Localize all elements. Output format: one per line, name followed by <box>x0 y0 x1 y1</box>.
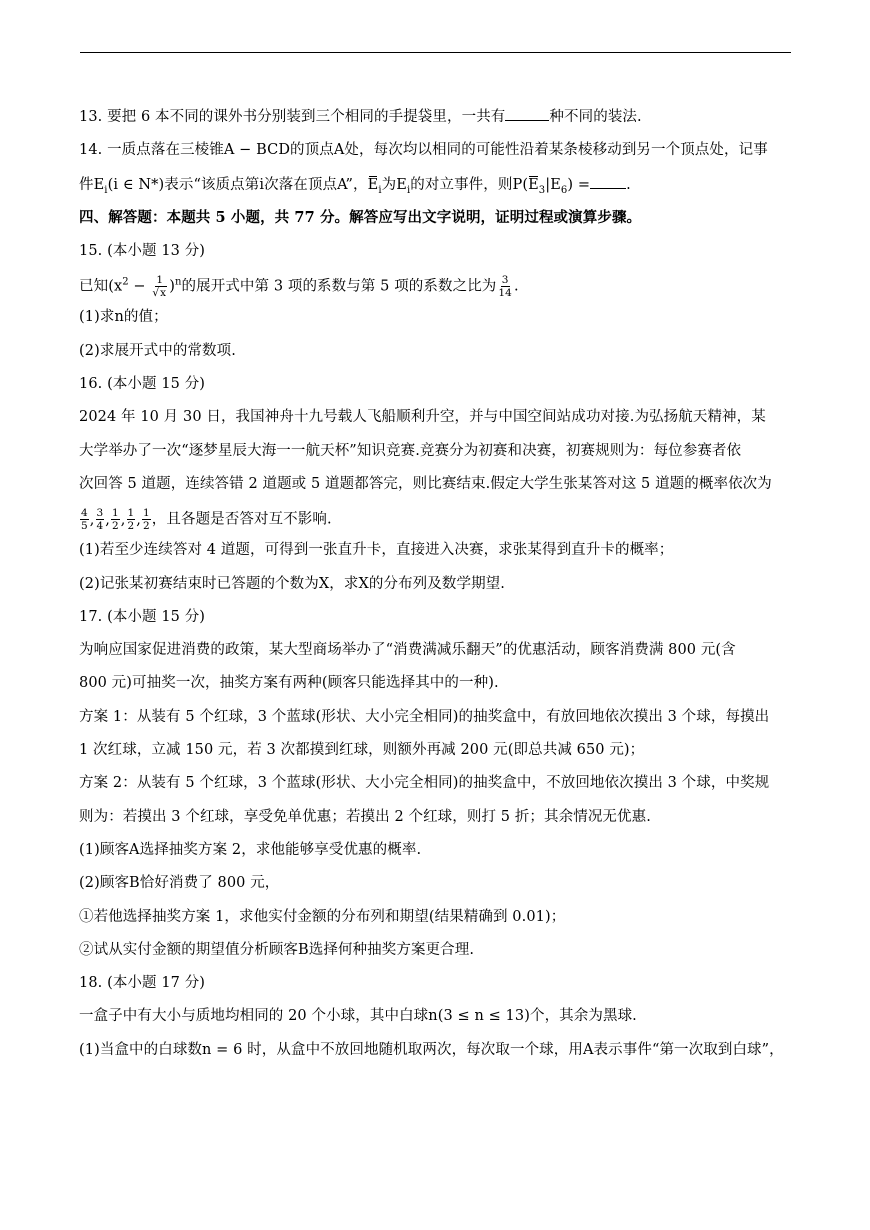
question-17-header: 17. (本小题 15 分) <box>79 608 206 625</box>
question-16-line-1: 2024 年 10 月 30 日，我国神舟十九号载人飞船顺利升空，并与中国空间站成功对接.为弘扬航天精神，某 <box>79 409 766 426</box>
header-rule <box>80 52 791 53</box>
question-17-line-2: 800 元)可抽奖一次，抽奖方案有两种(顾客只能选择其中的一种). <box>79 675 499 692</box>
question-18-header: 18. (本小题 17 分) <box>79 975 206 992</box>
question-17-line-4: 1 次红球，立减 150 元，若 3 次都摸到红球，则额外再减 200 元(即总共减 650 元)； <box>79 742 645 759</box>
question-17-line-6: 则为：若摸出 3 个红球，享受免单优惠；若摸出 2 个红球，则打 5 折；其余情况无优惠. <box>79 808 651 825</box>
answer-blank <box>505 106 549 121</box>
question-17-line-1: 为响应国家促进消费的政策，某大型商场举办了“消费满减乐翻天”的优惠活动，顾客消费满 800 元(含 <box>79 642 736 659</box>
question-14-line-1: 14. 一质点落在三棱锥A − BCD的顶点A处，每次均以相同的可能性沿着某条棱移动到另一个顶点处，记事 <box>79 142 768 159</box>
probability-fraction: $\frac{1}{2}$ <box>112 507 119 533</box>
exam-page-content <box>79 106 795 1073</box>
question-17-part-2b: ②试从实付金额的期望值分析顾客B选择何种抽奖方案更合理. <box>79 941 475 958</box>
question-14-line-2: 件$E_i(i$ ∈ N*)表示“该质点第i次落在顶点A”，$E_i$为$E_i$的对立事件，则$P(E_3|E_6)$ = . <box>79 174 795 195</box>
fraction: $\frac{1}{√x}$ <box>152 274 167 300</box>
question-16-line-2: 大学举办了一次“逐梦星辰大海一一航天杯”知识竞赛.竞赛分为初赛和决赛，初赛规则为：每位参赛者依 <box>79 442 742 459</box>
question-17-line-5: 方案 2：从装有 5 个红球，3 个蓝球(形状、大小完全相同)的抽奖盒中，不放回地依次摸出 3 个球，中奖规 <box>79 775 770 792</box>
question-15-part-1: (1)求n的值； <box>79 309 168 326</box>
question-16-line-4: $\frac{4}{5}$ , $\frac{3}{4}$ , $\frac{1}{2}$ , $\frac{1}{2}$ , $\frac{1}{2}$ ，且各题是否答对互不影响. <box>81 507 332 533</box>
probability-fraction: $\frac{1}{2}$ <box>127 507 135 533</box>
question-13: 13. 要把 6 本不同的课外书分别装到三个相同的手提袋里，一共有 种不同的装法. <box>79 106 795 127</box>
section-4-heading: 四、解答题：本题共 5 小题，共 77 分。解答应写出文字说明，证明过程或演算步骤。 <box>79 208 642 226</box>
question-17-part-2a: ①若他选择抽奖方案 1，求他实付金额的分布列和期望(结果精确到 0.01)； <box>79 908 566 925</box>
question-16-line-3: 次回答 5 道题，连续答错 2 道题或 5 道题都答完，则比赛结束.假定大学生张某答对这 5 道题的概率依次为 <box>79 475 772 492</box>
ratio-fraction: $\frac{3}{14}$ <box>498 274 512 300</box>
question-18-line-2: (1)当盒中的白球数n = 6 时，从盒中不放回地随机取两次，每次取一个球，用A表示事件“第一次取到白球”， <box>79 1041 784 1058</box>
probability-fraction: $\frac{3}{4}$ <box>96 507 104 533</box>
question-15-stem: 已知($x^2$ − $\frac{1}{√x}$ )$^n$的展开式中第 3 项的系数与第 5 项的系数之比为 $\frac{3}{14}$ . <box>79 274 519 300</box>
question-16-part-2: (2)记张某初赛结束时已答题的个数为X，求X的分布列及数学期望. <box>79 575 505 592</box>
answer-blank <box>590 174 626 189</box>
question-17-part-1: (1)顾客A选择抽奖方案 2，求他能够享受优惠的概率. <box>79 841 422 858</box>
question-17-part-2: (2)顾客B恰好消费了 800 元， <box>79 875 280 892</box>
question-15-header: 15. (本小题 13 分) <box>79 243 206 260</box>
question-16-part-1: (1)若至少连续答对 4 道题，可得到一张直升卡，直接进入决赛，求张某得到直升卡的概率； <box>79 542 674 559</box>
question-17-line-3: 方案 1：从装有 5 个红球，3 个蓝球(形状、大小完全相同)的抽奖盒中，有放回地依次摸出 3 个球，每摸出 <box>79 708 770 725</box>
probability-list: $\frac{4}{5}$ , $\frac{3}{4}$ , $\frac{1}{2}$ , $\frac{1}{2}$ , $\frac{1}{2}$ <box>81 507 150 533</box>
question-18-line-1: 一盒子中有大小与质地均相同的 20 个小球，其中白球n(3 ≤ n ≤ 13)个，其余为黑球. <box>79 1008 637 1025</box>
probability-fraction: $\frac{4}{5}$ <box>81 507 88 533</box>
question-15-part-2: (2)求展开式中的常数项. <box>79 342 236 359</box>
probability-fraction: $\frac{1}{2}$ <box>143 507 150 533</box>
question-16-header: 16. (本小题 15 分) <box>79 376 206 393</box>
